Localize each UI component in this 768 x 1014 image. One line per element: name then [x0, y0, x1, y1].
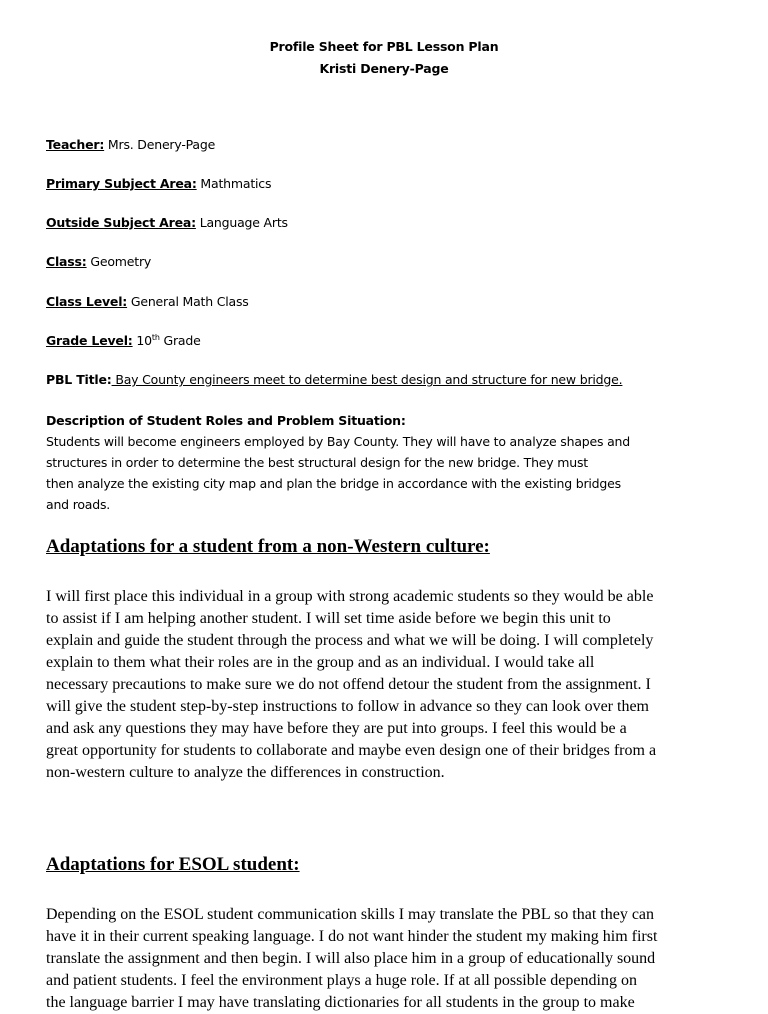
- field-outside-subject: [46, 215, 288, 230]
- text-line: Students will become engineers employed by Bay County. They will have to analyze shapes and: [46, 434, 631, 449]
- text-line: explain to them what their roles are in the group and as an individual. I would take all: [46, 654, 595, 671]
- text-line: will give the student step-by-step instructions to follow in advance so they can look over them: [46, 698, 649, 715]
- text-line: to assist if I am helping another student. I will set time aside before we begin this unit to: [46, 610, 611, 627]
- text-line: and patient students. I feel the environment plays a huge role. If at all possible depending on: [46, 972, 637, 989]
- text-line: non-western culture to analyze the differences in construction.: [46, 764, 445, 781]
- field-value: Mrs. Denery-Page: [107, 137, 216, 152]
- document-author: Kristi Denery-Page: [319, 61, 449, 76]
- field-label: Outside Subject Area:: [46, 215, 196, 230]
- field-teacher: [46, 137, 215, 152]
- text-line: and roads.: [46, 497, 111, 512]
- text-line: then analyze the existing city map and plan the bridge in accordance with the existing bridges: [46, 476, 621, 491]
- field-grade-level: [46, 333, 201, 348]
- field-label: Primary Subject Area:: [46, 176, 197, 191]
- text-line: Depending on the ESOL student communication skills I may translate the PBL so that they can: [46, 906, 655, 923]
- description-section: [46, 410, 630, 515]
- text-line: the language barrier I may have translating dictionaries for all students in the group to make: [46, 994, 635, 1011]
- field-label: Class:: [46, 254, 87, 269]
- document-title: Profile Sheet for PBL Lesson Plan: [269, 39, 499, 54]
- field-primary-subject: [46, 176, 271, 191]
- text-line: necessary precautions to make sure we do not offend detour the student from the assignment. I: [46, 676, 651, 693]
- text-line: structures in order to determine the best structural design for the new bridge. They must: [46, 455, 588, 470]
- field-value: [136, 333, 200, 348]
- text-line: I will first place this individual in a group with strong academic students so they would be able: [46, 588, 654, 605]
- field-value: Geometry: [90, 254, 152, 269]
- field-label: PBL Title:: [46, 372, 112, 387]
- description-body: [46, 431, 630, 515]
- field-value: Mathmatics: [200, 176, 272, 191]
- section-heading-non-western: Adaptations for a student from a non-Western culture:: [46, 536, 490, 557]
- grade-number: 10: [136, 333, 152, 349]
- grade-word: Grade: [159, 333, 201, 349]
- field-value: General Math Class: [130, 294, 249, 309]
- description-heading: Description of Student Roles and Problem Situation:: [46, 413, 406, 428]
- text-line: explain and guide the student through the process and what we will be doing. I will completely: [46, 632, 654, 649]
- field-class: [46, 254, 151, 269]
- field-label: Class Level:: [46, 294, 128, 309]
- text-line: great opportunity for students to collaborate and maybe even design one of their bridges from a: [46, 742, 657, 759]
- field-value: Language Arts: [199, 215, 288, 230]
- field-label: Grade Level:: [46, 333, 133, 349]
- text-line: have it in their current speaking language. I do not want hinder the student my making him first: [46, 928, 658, 945]
- field-value: Bay County engineers meet to determine best design and structure for new bridge.: [111, 372, 623, 387]
- section-body-esol: [46, 904, 657, 1014]
- section-heading-esol: Adaptations for ESOL student:: [46, 854, 300, 875]
- text-line: and ask any questions they may have before they are put into groups. I feel this would be a: [46, 720, 627, 737]
- text-line: translate the assignment and then begin. I will also place him in a group of educationally sound: [46, 950, 656, 967]
- field-class-level: [46, 294, 249, 309]
- grade-suffix: th: [151, 333, 160, 342]
- field-label: Teacher:: [46, 137, 105, 152]
- field-pbl-title: [46, 372, 622, 387]
- section-body-non-western: [46, 586, 656, 784]
